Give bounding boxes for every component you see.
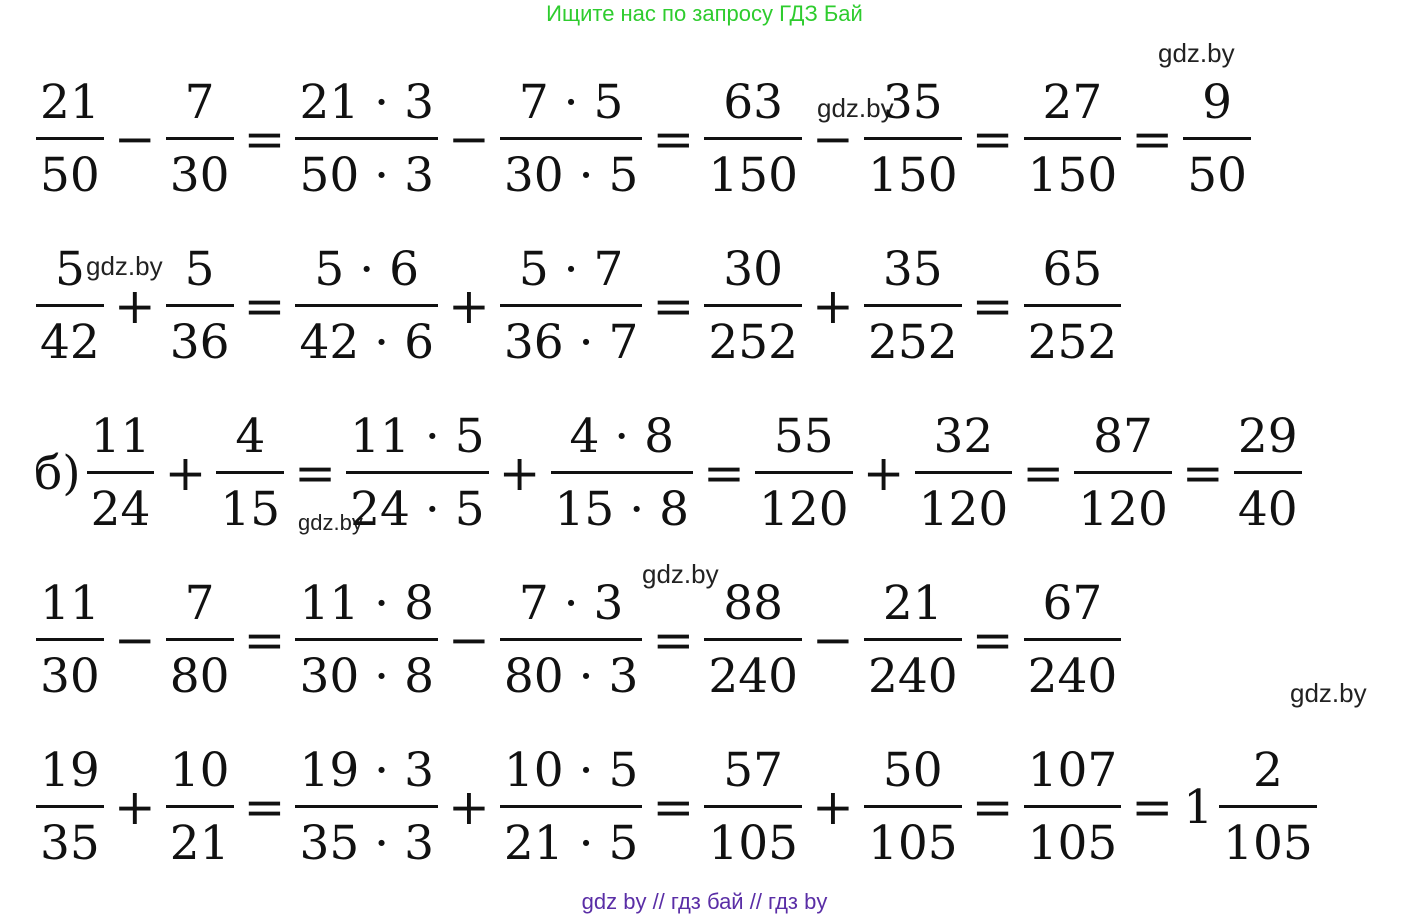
denominator: 120 [758, 481, 849, 537]
denominator: 252 [1027, 314, 1118, 370]
fraction [36, 744, 104, 871]
denominator: 252 [867, 314, 958, 370]
numerator: 88 [723, 575, 784, 631]
denominator: 240 [867, 648, 958, 704]
fraction-bar [915, 471, 1013, 474]
numerator: 67 [1042, 575, 1103, 631]
operator: − [812, 110, 854, 168]
whole-part: 1 [1183, 779, 1214, 835]
fraction-bar [755, 471, 853, 474]
equation-row-3 [34, 398, 1304, 548]
top-banner: Ищите нас по запросу ГДЗ Бай [546, 1, 863, 26]
denominator: 42 [40, 314, 100, 370]
numerator: 9 [1202, 74, 1233, 130]
numerator: 107 [1027, 742, 1118, 798]
fraction-bar [704, 137, 802, 140]
fraction [500, 243, 643, 370]
numerator: 7 · 3 [518, 575, 624, 631]
fraction-bar [500, 304, 643, 307]
denominator: 240 [1027, 648, 1118, 704]
fraction [1219, 744, 1317, 871]
numerator: 35 [882, 74, 943, 130]
numerator: 65 [1042, 241, 1103, 297]
fraction-bar [864, 304, 962, 307]
fraction [864, 243, 962, 370]
denominator: 105 [708, 815, 799, 871]
fraction-bar [704, 638, 802, 641]
operator: + [113, 277, 156, 335]
fraction [1024, 744, 1122, 871]
fraction [295, 76, 438, 203]
numerator: 5 [54, 241, 85, 297]
fraction [1183, 76, 1251, 203]
numerator: 11 [40, 575, 100, 631]
operator: + [447, 778, 490, 836]
operator: + [447, 277, 490, 335]
numerator: 10 [169, 742, 230, 798]
fraction-bar [1024, 805, 1122, 808]
fraction [500, 76, 643, 203]
fraction-bar [216, 471, 284, 474]
operator: = [652, 110, 695, 168]
fraction [864, 76, 962, 203]
denominator: 24 · 5 [350, 481, 485, 537]
fraction-bar [500, 805, 643, 808]
watermark: gdz.by [298, 510, 363, 535]
fraction-bar [295, 638, 438, 641]
denominator: 35 [40, 815, 100, 871]
numerator: 55 [773, 408, 834, 464]
numerator: 7 · 5 [518, 74, 624, 130]
operator: + [862, 444, 905, 502]
fraction-bar [36, 805, 104, 808]
operator: − [447, 611, 490, 669]
numerator: 4 [235, 408, 266, 464]
fraction [295, 243, 438, 370]
numerator: 7 [184, 575, 215, 631]
fraction-bar [500, 137, 643, 140]
operator: + [498, 444, 541, 502]
numerator: 4 · 8 [569, 408, 675, 464]
operator: = [971, 277, 1014, 335]
fraction [864, 577, 962, 704]
denominator: 35 · 3 [299, 815, 434, 871]
operator: + [812, 778, 854, 836]
fraction [295, 744, 438, 871]
operator: + [164, 444, 207, 502]
equation-row-2 [34, 231, 1123, 381]
fraction [704, 243, 802, 370]
fraction-bar [166, 638, 234, 641]
fraction [551, 410, 694, 537]
numerator: 11 · 5 [350, 408, 485, 464]
denominator: 24 [90, 481, 151, 537]
numerator: 87 [1093, 408, 1153, 464]
operator: + [812, 277, 854, 335]
numerator: 30 [723, 241, 784, 297]
denominator: 105 [1223, 815, 1313, 871]
watermark: gdz.by [1158, 38, 1235, 68]
operator: = [243, 778, 286, 836]
fraction-bar [36, 304, 104, 307]
operator: = [703, 444, 745, 502]
denominator: 15 · 8 [554, 481, 690, 537]
fraction-bar [295, 137, 438, 140]
fraction-bar [864, 638, 962, 641]
denominator: 50 [40, 147, 100, 203]
denominator: 252 [708, 314, 799, 370]
fraction-bar [36, 137, 104, 140]
denominator: 120 [1078, 481, 1168, 537]
fraction-bar [864, 137, 962, 140]
denominator: 21 · 5 [503, 815, 639, 871]
numerator: 21 [40, 74, 100, 130]
footer-links: gdz by // гдз бай // гдз by [581, 889, 828, 914]
denominator: 105 [867, 815, 958, 871]
fraction [704, 577, 802, 704]
fraction [295, 577, 438, 704]
denominator: 40 [1237, 481, 1298, 537]
equation-row-1 [34, 64, 1253, 214]
fraction [1024, 577, 1122, 704]
fraction [166, 243, 234, 370]
fraction-bar [166, 137, 234, 140]
denominator: 150 [867, 147, 958, 203]
numerator: 63 [723, 74, 784, 130]
numerator: 21 [882, 575, 943, 631]
denominator: 30 · 5 [503, 147, 639, 203]
denominator: 150 [708, 147, 799, 203]
fraction-bar [1219, 805, 1317, 808]
fraction [704, 76, 802, 203]
denominator: 240 [708, 648, 799, 704]
fraction-bar [1024, 304, 1122, 307]
numerator: 21 · 3 [299, 74, 434, 130]
denominator: 80 [169, 648, 230, 704]
fraction-bar [704, 805, 802, 808]
fraction [216, 410, 284, 537]
operator: − [113, 611, 156, 669]
fraction-bar [1024, 137, 1122, 140]
item-label: б) [34, 445, 81, 501]
numerator: 5 · 6 [314, 241, 420, 297]
denominator: 80 · 3 [503, 648, 639, 704]
operator: − [447, 110, 490, 168]
operator: = [1181, 444, 1224, 502]
numerator: 5 [184, 241, 215, 297]
watermark: gdz.by [642, 559, 719, 589]
fraction-bar [1234, 471, 1302, 474]
operator: = [243, 110, 286, 168]
denominator: 36 · 7 [503, 314, 639, 370]
denominator: 50 · 3 [299, 147, 434, 203]
fraction [36, 577, 104, 704]
fraction-bar [551, 471, 694, 474]
operator: = [243, 277, 286, 335]
operator: = [243, 611, 286, 669]
fraction-bar [87, 471, 155, 474]
fraction-bar [704, 304, 802, 307]
denominator: 21 [169, 815, 230, 871]
denominator: 30 [169, 147, 230, 203]
fraction-bar [1183, 137, 1251, 140]
watermark: gdz.by [86, 251, 163, 281]
fraction [36, 76, 104, 203]
numerator: 19 · 3 [299, 742, 434, 798]
denominator: 42 · 6 [299, 314, 434, 370]
fraction-bar [1074, 471, 1172, 474]
operator: + [113, 778, 156, 836]
operator: − [812, 611, 854, 669]
denominator: 50 [1187, 147, 1247, 203]
numerator: 19 [40, 742, 100, 798]
fraction [1024, 243, 1122, 370]
numerator: 35 [882, 241, 943, 297]
operator: = [971, 778, 1014, 836]
fraction [166, 577, 234, 704]
fraction [915, 410, 1013, 537]
operator: = [971, 611, 1014, 669]
denominator: 120 [918, 481, 1009, 537]
numerator: 11 [90, 408, 151, 464]
operator: = [652, 778, 695, 836]
numerator: 11 · 8 [299, 575, 434, 631]
denominator: 36 [169, 314, 230, 370]
denominator: 105 [1027, 815, 1118, 871]
fraction-bar [166, 304, 234, 307]
fraction [704, 744, 802, 871]
numerator: 27 [1042, 74, 1103, 130]
fraction [1024, 76, 1122, 203]
numerator: 7 [184, 74, 215, 130]
operator: = [294, 444, 337, 502]
denominator: 30 · 8 [299, 648, 434, 704]
numerator: 57 [723, 742, 784, 798]
fraction [500, 577, 643, 704]
fraction [1074, 410, 1172, 537]
fraction-bar [500, 638, 643, 641]
watermark: gdz.by [817, 93, 894, 123]
operator: − [113, 110, 156, 168]
fraction-bar [36, 638, 104, 641]
operator: = [1131, 778, 1174, 836]
fraction [166, 76, 234, 203]
fraction [755, 410, 853, 537]
fraction-bar [864, 805, 962, 808]
watermark: gdz.by [1290, 678, 1367, 708]
operator: = [652, 611, 695, 669]
fraction [346, 410, 489, 537]
fraction [87, 410, 155, 537]
operator: = [652, 277, 695, 335]
fraction [166, 744, 234, 871]
denominator: 15 [220, 481, 281, 537]
operator: = [1022, 444, 1065, 502]
numerator: 32 [933, 408, 994, 464]
numerator: 10 · 5 [503, 742, 639, 798]
fraction [864, 744, 962, 871]
denominator: 150 [1027, 147, 1118, 203]
fraction-bar [295, 304, 438, 307]
equation-row-5 [34, 732, 1319, 882]
operator: = [971, 110, 1014, 168]
fraction-bar [346, 471, 489, 474]
numerator: 29 [1237, 408, 1298, 464]
numerator: 2 [1253, 742, 1283, 798]
denominator: 30 [40, 648, 100, 704]
equation-row-4 [34, 565, 1123, 715]
fraction [500, 744, 643, 871]
fraction-bar [166, 805, 234, 808]
fraction [1234, 410, 1302, 537]
numerator: 5 · 7 [518, 241, 624, 297]
numerator: 50 [882, 742, 943, 798]
operator: = [1131, 110, 1174, 168]
fraction [36, 243, 104, 370]
fraction-bar [1024, 638, 1122, 641]
fraction-bar [295, 805, 438, 808]
